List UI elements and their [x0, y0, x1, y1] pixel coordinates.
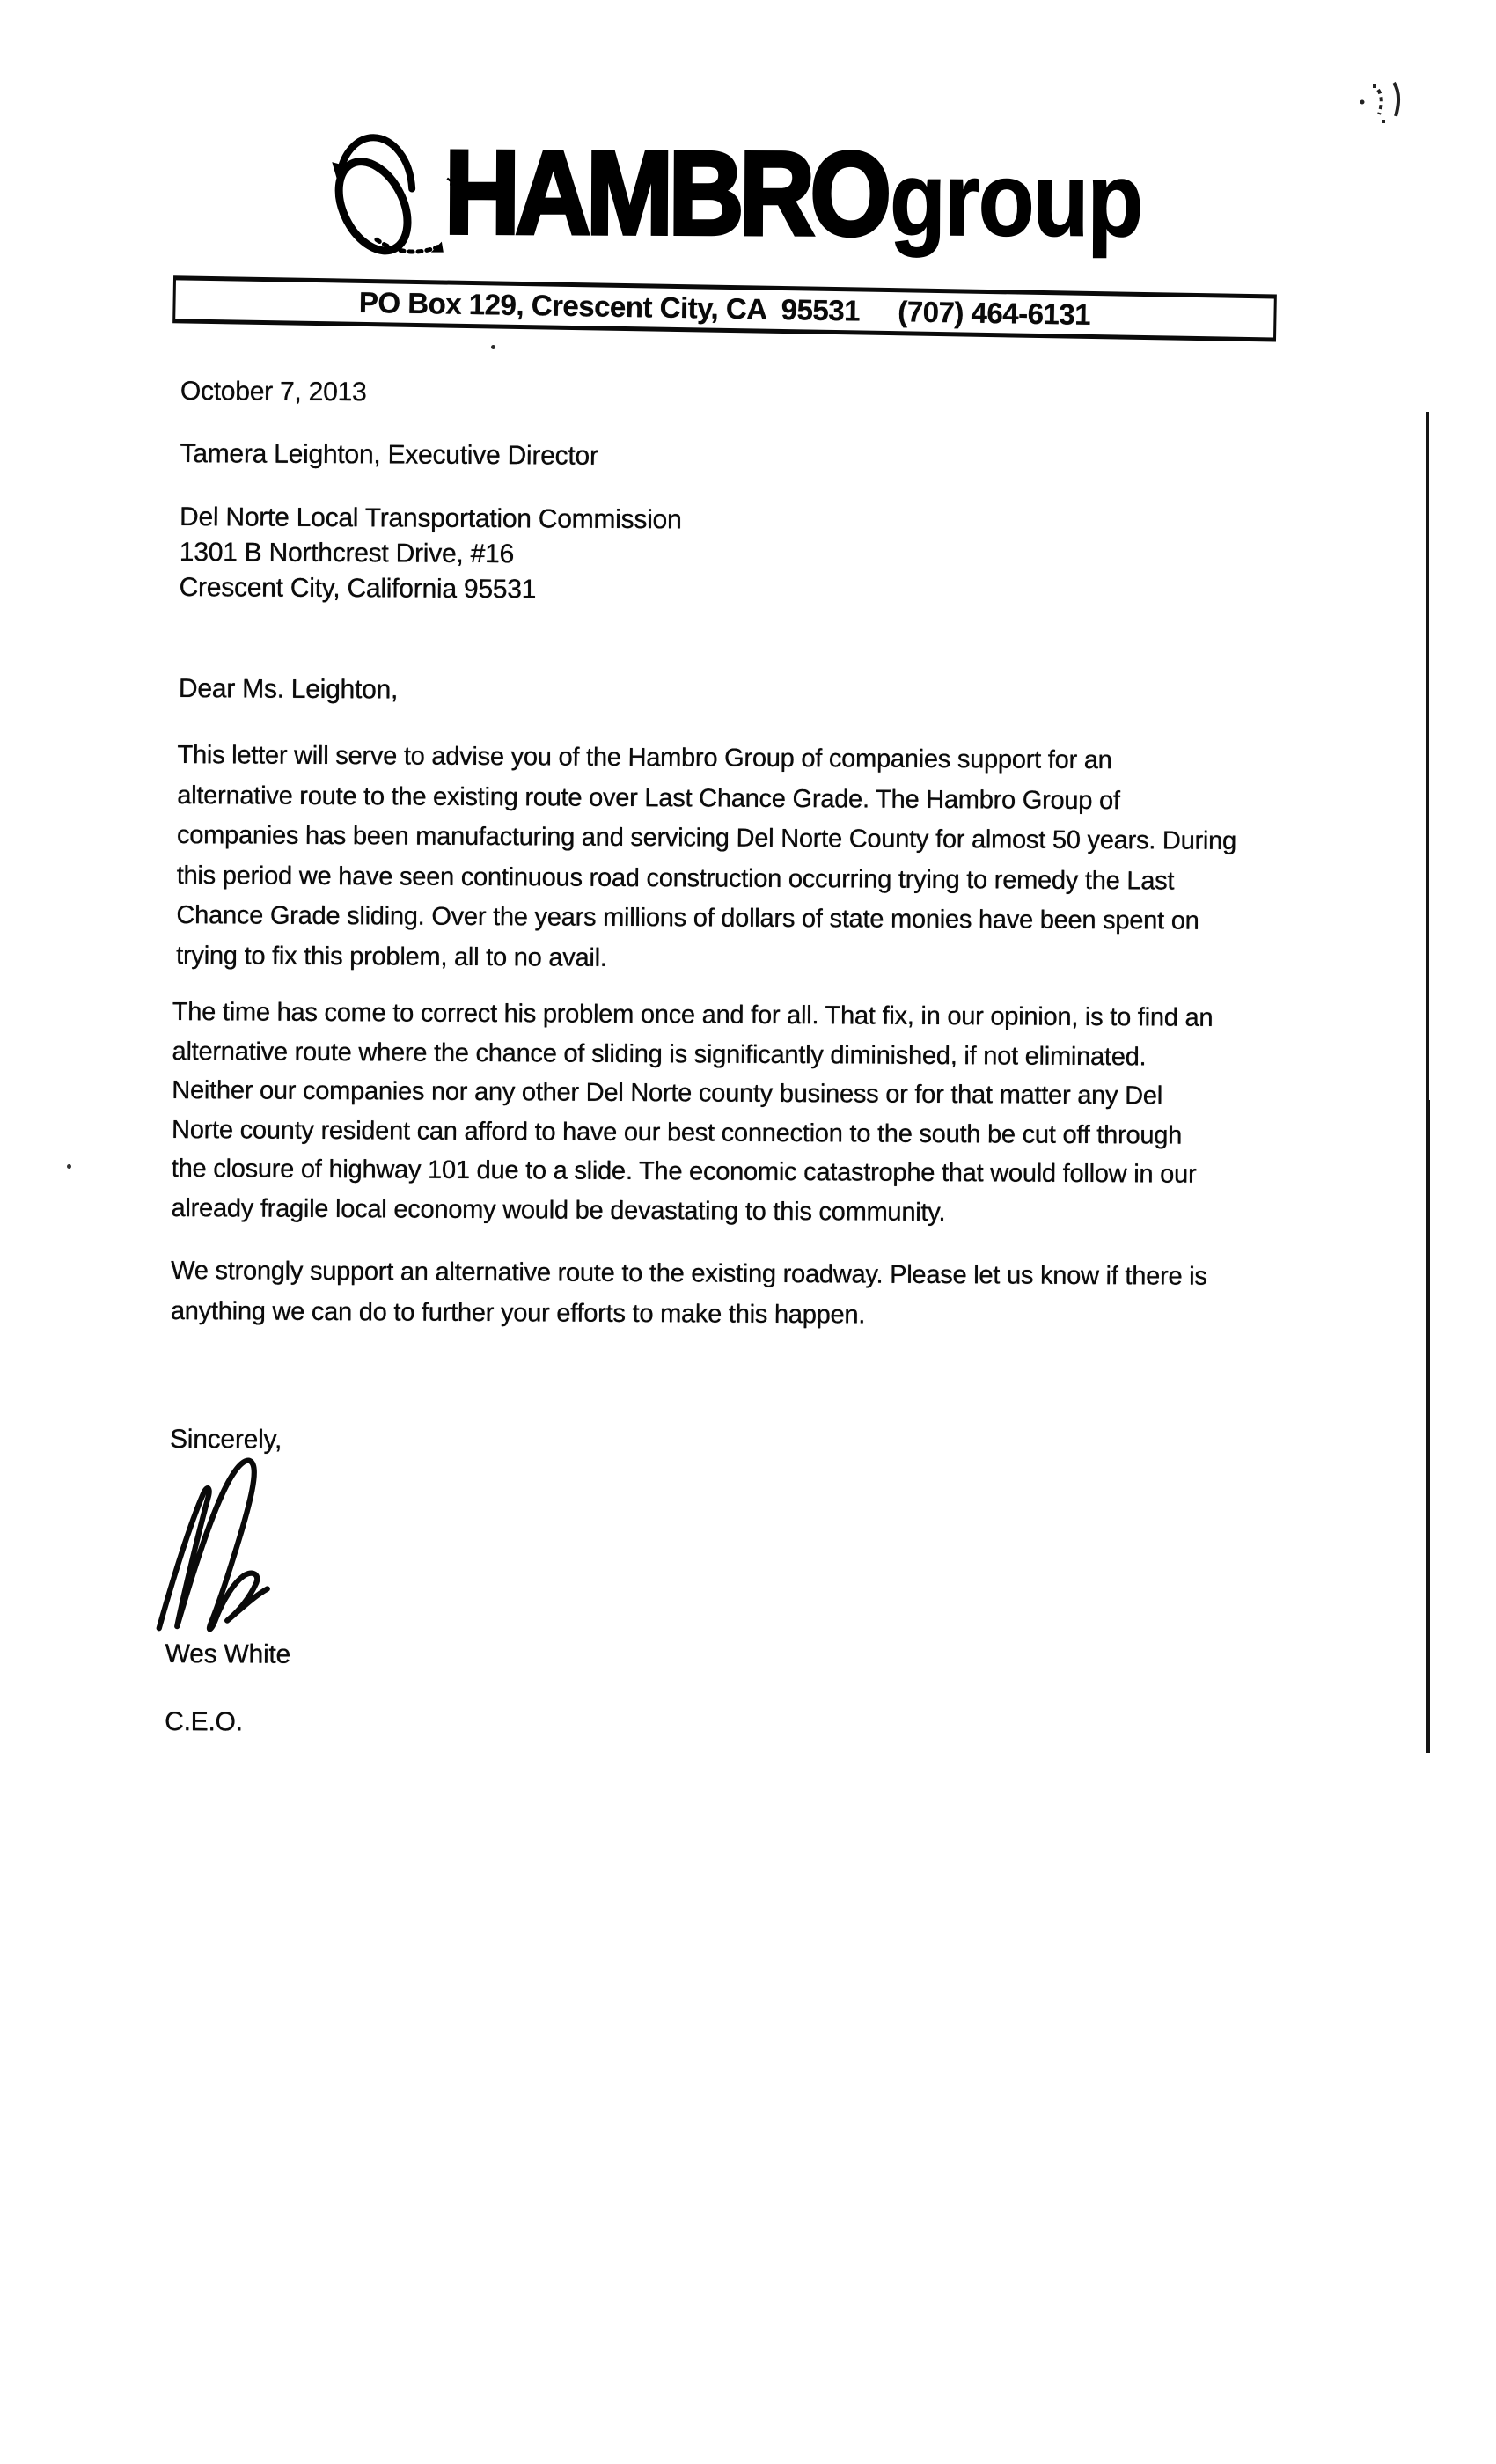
- paragraph-line: alternative route to the existing route over Last Chance Grade. The Hambro Group of: [177, 781, 1120, 815]
- signature-handwritten: [150, 1450, 288, 1641]
- paragraph-line: This letter will serve to advise you of the Hambro Group of companies support for an: [177, 741, 1112, 775]
- paragraph-line: already fragile local economy would be devastating to this community.: [171, 1193, 946, 1227]
- scan-artifact-mark: [1357, 76, 1413, 128]
- letter-date: October 7, 2013: [180, 377, 367, 407]
- paragraph-line: alternative route where the chance of sliding is significantly diminished, if not eliminated.: [172, 1037, 1147, 1071]
- paragraph-line: Neither our companies nor any other Del Norte county business or for that matter any Del: [172, 1075, 1163, 1111]
- scan-artifact-dot: [491, 345, 495, 349]
- recipient-address-line1: 1301 B Northcrest Drive, #16: [179, 538, 515, 569]
- recipient-address-line2: Crescent City, California 95531: [179, 573, 537, 605]
- closing: Sincerely,: [169, 1424, 282, 1455]
- signer-title: C.E.O.: [165, 1706, 243, 1737]
- scan-artifact-vertical-line: [1426, 412, 1429, 1100]
- paragraph-1: [176, 736, 1237, 982]
- paragraph-line: companies has been manufacturing and servicing Del Norte County for almost 50 years. During: [176, 821, 1237, 855]
- paragraph-line: We strongly support an alternative route to the existing roadway. Please let us know if there is: [171, 1256, 1207, 1291]
- paragraph-line: Norte county resident can afford to have our best connection to the south be cut off through: [171, 1115, 1183, 1150]
- recipient-organization: Del Norte Local Transportation Commission: [179, 502, 682, 535]
- recipient-name: Tamera Leighton, Executive Director: [180, 439, 598, 471]
- paragraph-line: Chance Grade sliding. Over the years millions of dollars of state monies have been spent on: [176, 901, 1199, 935]
- scan-artifact-dot: [67, 1164, 71, 1169]
- paragraph-line: trying to fix this problem, all to no avail.: [176, 941, 607, 972]
- brand-name-bold: HAMBRO: [444, 125, 887, 260]
- paragraph-line: The time has come to correct his problem once and for all. That fix, in our opinion, is to find an: [172, 997, 1214, 1032]
- brand-name-light: group: [889, 140, 1142, 260]
- paragraph-3: [171, 1251, 1207, 1338]
- paragraph-2: [171, 993, 1213, 1234]
- recipient-address-block: [180, 500, 682, 608]
- paragraph-line: anything we can do to further your efforts to make this happen.: [170, 1296, 866, 1330]
- letterhead-address-text: PO Box 129, Crescent City, CA 95531 (707) 464-6131: [358, 285, 1091, 331]
- paragraph-line: the closure of highway 101 due to a slide. The economic catastrophe that would follow in our: [171, 1154, 1197, 1189]
- salutation: Dear Ms. Leighton,: [178, 674, 399, 705]
- signer-name: Wes White: [165, 1639, 291, 1669]
- paragraph-line: this period we have seen continuous road construction occurring trying to remedy the Last: [176, 861, 1175, 896]
- scan-artifact-vertical-line: [1426, 1100, 1430, 1753]
